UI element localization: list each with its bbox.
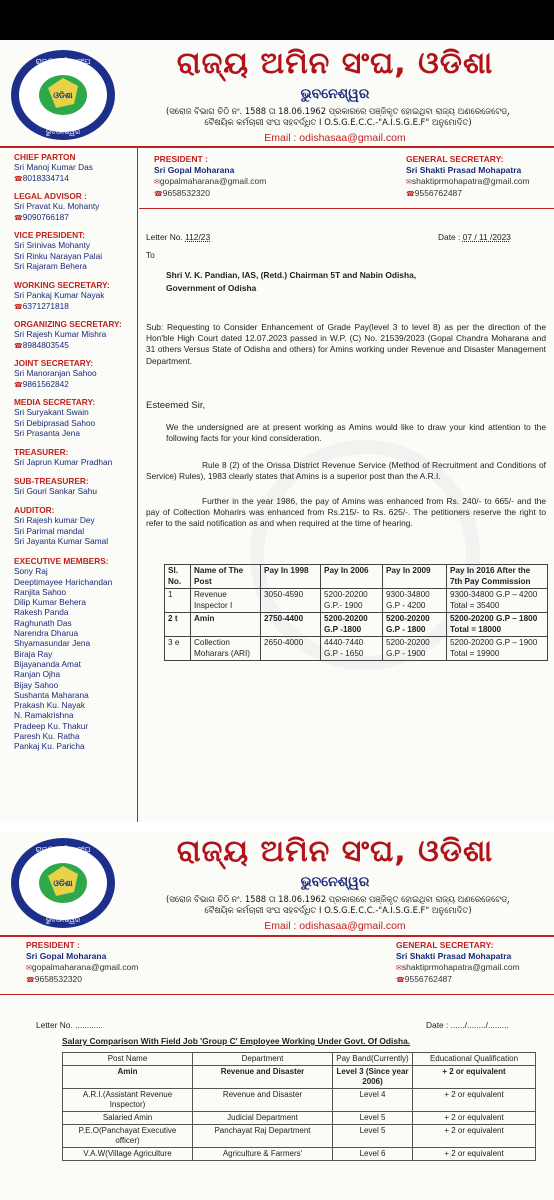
letter-number: Letter No. ............ [36, 1020, 104, 1030]
letter-date: Date : 07 / 11 /2023 [438, 232, 511, 242]
phone-icon: ☎ [14, 381, 23, 389]
phone-icon: ☎ [396, 977, 405, 984]
paragraph-1: We the undersigned are at present working as Amins would like to draw your kind attention to the following facts for your kind consideration. [166, 422, 546, 444]
association-city: ଭୁବନେଶ୍ୱର [300, 874, 370, 890]
table-row: 3 e Collection Moharars (ARI) 2650-4000 4440-7440 G.P - 1650 5200-20200 G.P - 1900 5200-20200 G.P – 1900 Total = 19900 [165, 637, 548, 661]
sidebar-working-secretary: WORKING SECRETARY: Sri Pankaj Kumar Nayak ☎6371271818 [14, 280, 110, 311]
sidebar-organizing-secretary: ORGANIZING SECRETARY: Sri Rajesh Kumar Mishra ☎8984803545 [14, 319, 122, 350]
table-row: P.E.O(Panchayat Executive officer) Panchayat Raj Department Level 5 + 2 or equivalent [63, 1125, 536, 1148]
letter-page-2 [0, 822, 554, 1200]
phone-icon: ☎ [14, 342, 23, 350]
sidebar-media-secretary: MEDIA SECRETARY: Sri Suryakant Swain Sri Debiprasad Sahoo Sri Prasanta Jena [14, 397, 96, 438]
table-row: Salaried Amin Judicial Department Level 5 + 2 or equivalent [63, 1112, 536, 1125]
letterhead [0, 828, 554, 936]
table-row: Amin Revenue and Disaster Level 3 (Since year 2006) + 2 or equivalent [63, 1066, 536, 1089]
registration-line: (ସରୋଜ ବିଭାଗ ଚିଠି ନଂ. 1588 ତା 18.06.1962 ପ୍ରକାରରେ ପଞ୍ଜିକୃତ ହୋଇଥିବା ରାଜ୍ୟ ଅଣରେଜେଟେଡ୍, ବୈଷୟିକ କର୍ମଚାରୀ ସଂଘ ସହବର୍ଦ୍ଧିତ I O.S.G.E.C.C.-"A.I.S.G.E.F" ଅନୁମୋଦିତ) [166, 894, 510, 915]
svg-text:ଓଡିଶା: ଓଡିଶା [53, 879, 73, 888]
salutation: Esteemed Sir, [146, 400, 206, 411]
association-logo-icon [8, 836, 118, 930]
svg-text:ରାଜ୍ୟ ଅମିନ ସଂଘ: ରାଜ୍ୟ ଅମିନ ସଂଘ [35, 845, 91, 854]
association-logo-icon [8, 48, 118, 142]
email-icon: ✉ [396, 965, 402, 972]
sidebar-auditor: AUDITOR: Sri Rajesh kumar Dey Sri Parimal mandal Sri Jayanta Kumar Samal [14, 505, 109, 546]
email-icon: ✉ [406, 179, 412, 186]
comparison-heading: Salary Comparison With Field Job 'Group C' Employee Working Under Govt. Of Odisha. [62, 1036, 411, 1046]
letter-number: Letter No. 112/23 [146, 232, 211, 242]
paragraph-2: Rule 8 (2) of the Orissa District Revenue Service (Method of Recruitment and Conditions of Service) Rules), 1983 clearly states that Amins is a superior post than the A.R.I. [146, 460, 546, 482]
svg-text:ରାଜ୍ୟ ଅମିନ ସଂଘ: ରାଜ୍ୟ ଅମିନ ସଂଘ [35, 57, 91, 66]
sidebar-legal-advisor: LEGAL ADVISOR : Sri Pravat Ku. Mohanty ☎9090766187 [14, 191, 100, 222]
table-row: 1 Revenue Inspector I 3050-4590 5200-20200 G.P.- 1900 9300-34800 G.P - 4200 9300-34800 G.P – 4200 Total = 35400 [165, 589, 548, 613]
header-bottom-divider [139, 208, 554, 209]
table-row: 2 t Amin 2750-4400 5200-20200 G.P -1800 5200-20200 G.P - 1800 5200-20200 G.P – 1800 Total = 18000 [165, 613, 548, 637]
sidebar-chief-patron: CHIEF PARTON Sri Manoj Kumar Das ☎8018334714 [14, 152, 93, 183]
association-city: ଭୁବନେଶ୍ୱର [300, 86, 370, 102]
phone-icon: ☎ [14, 175, 23, 183]
table-header-row: Sl. No. Name of The Post Pay In 1998 Pay In 2006 Pay In 2009 Pay In 2016 After the 7th Pay Commission [165, 565, 548, 589]
association-title: ରାଜ୍ୟ ଅମିନ ସଂଘ, ଓଡିଶା [176, 834, 494, 869]
addressee: Shri V. K. Pandian, IAS, (Retd.) Chairman 5T and Nabin Odisha, Government of Odisha [166, 270, 417, 294]
email-icon: ✉ [154, 179, 160, 186]
sidebar-treasurer: TREASURER: Sri Japrun Kumar Pradhan [14, 447, 113, 468]
registration-line: (ସରୋଜ ବିଭାଗ ଚିଠି ନଂ. 1588 ତା 18.06.1962 ପ୍ରକାରରେ ପଞ୍ଜିକୃତ ହୋଇଥିବା ରାଜ୍ୟ ଅଣରେଜେଟେଡ୍, ବୈଷୟିକ କର୍ମଚାରୀ ସଂଘ ସହବର୍ଦ୍ଧିତ I O.S.G.E.C.C.-"A.I.S.G.E.F" ଅନୁମୋଦିତ) [166, 106, 510, 127]
header-bottom-divider [0, 994, 554, 995]
table-header-row: Post Name Department Pay Band(Currently) Educational Qualification [63, 1053, 536, 1066]
sidebar-joint-secretary: JOINT SECRETARY: Sri Manoranjan Sahoo ☎9861562842 [14, 358, 97, 389]
president-block: PRESIDENT : Sri Gopal Moharana ✉gopalmaharana@gmail.com ☎9658532320 [26, 940, 139, 984]
office-bearers-sidebar [0, 148, 138, 822]
association-title: ରାଜ୍ୟ ଅମିନ ସଂଘ, ଓଡିଶା [176, 46, 494, 81]
phone-icon: ☎ [26, 977, 35, 984]
sidebar-sub-treasurer: SUB-TREASURER: Sri Gouri Sankar Sahu [14, 476, 98, 497]
president-block: PRESIDENT : Sri Gopal Moharana ✉gopalmaharana@gmail.com ☎9658532320 [154, 154, 267, 198]
general-secretary-block: GENERAL SECRETARY: Sri Shakti Prasad Mohapatra ✉shaktiprmohapatra@gmail.com ☎9556762487 [396, 940, 520, 984]
phone-icon: ☎ [406, 191, 415, 198]
sidebar-executive-members: EXECUTIVE MEMBERS: Sony Raj Deeptimayee Harichandan Ranjita Sahoo Dilip Kumar Behera Rakesh Panda Raghunath Das Narendra Dharua Shyamasundar Jena Biraja Ray Bijayananda Amat Ranjan Ojha Bijay Sahoo Sushanta Maharana Prakash Ku. Nayak N. Ramakrishna Pradeep Ku. Thakur Paresh Ku. Ratha Pankaj Ku. Paricha [14, 556, 113, 752]
paragraph-3: Further in the year 1986, the pay of Amins was enhanced from Rs. 240/- to 665/- and the pay of Collection Moharirs was enhanced from Rs.215/- to Rs. 625/-. The petitioners reserve the right to refer to the said notification as and when required at the time of hearing. [146, 496, 546, 529]
sidebar-vice-president: VICE PRESIDENT: Sri Srinivas Mohanty Sri Rinku Narayan Palai Sri Rajaram Behera [14, 230, 103, 271]
pay-comparison-table [164, 564, 548, 661]
phone-icon: ☎ [14, 214, 23, 222]
letter-page-1 [0, 40, 554, 822]
table-row: A.R.I.(Assistant Revenue Inspector) Revenue and Disaster Level 4 + 2 or equivalent [63, 1089, 536, 1112]
header-divider [0, 935, 554, 937]
phone-icon: ☎ [154, 191, 163, 198]
association-email[interactable]: Email : odishasaa@gmail.com [264, 920, 406, 932]
letter-subject: Sub: Requesting to Consider Enhancement of Grade Pay(level 3 to level 8) as per the direction of the Hon'ble High Court dated 12.07.2023 passed in W.P. (C) No. 21539/2023 (Gopal Chandra Moharana and 31 others Versus State of Odisha and others) for Amins working under Revenue and Disaster Management Department. [146, 322, 546, 366]
svg-text:ଓଡିଶା: ଓଡିଶା [53, 91, 73, 100]
letter-to: To [146, 250, 155, 260]
table-row: V.A.W(Village Agriculture Agriculture & Farmers' Level 6 + 2 or equivalent [63, 1148, 536, 1161]
email-icon: ✉ [26, 965, 32, 972]
letter-date: Date : ....../......../......... [426, 1020, 509, 1030]
general-secretary-block: GENERAL SECRETARY: Sri Shakti Prasad Mohapatra ✉shaktiprmohapatra@gmail.com ☎9556762487 [406, 154, 530, 198]
association-email[interactable]: Email : odishasaa@gmail.com [264, 132, 406, 144]
salary-comparison-table [62, 1052, 536, 1161]
letterhead [0, 40, 554, 148]
svg-text:ଭୁବନେଶ୍ୱର: ଭୁବନେଶ୍ୱର [45, 128, 81, 136]
svg-text:ଭୁବନେଶ୍ୱର: ଭୁବନେଶ୍ୱର [45, 916, 81, 924]
phone-icon: ☎ [14, 303, 23, 311]
